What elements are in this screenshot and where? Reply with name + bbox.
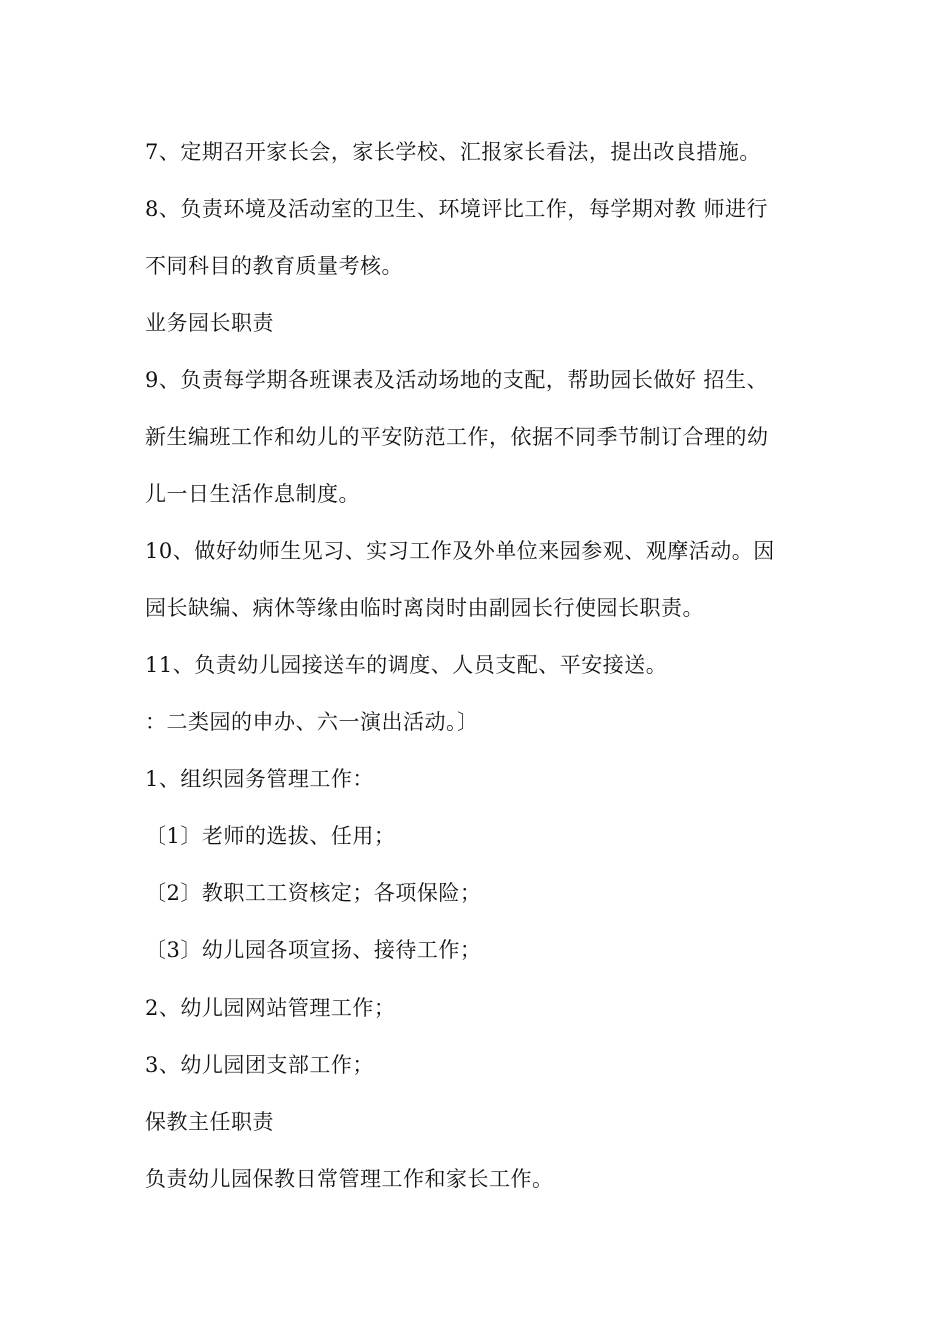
- paragraph-item-10: 10、做好幼师生见习、实习工作及外单位来园参观、观摩活动。因: [145, 539, 775, 563]
- list-item-3: 3、幼儿园团支部工作；: [145, 1053, 374, 1077]
- sub-list-item-2: 〔2〕教职工工资核定；各项保险；: [145, 881, 482, 905]
- list-item-2: 2、幼儿园网站管理工作；: [145, 996, 396, 1020]
- paragraph-item-7: 7、定期召开家长会，家长学校、汇报家长看法，提出改良措施。: [145, 140, 761, 164]
- section-heading-care-director: 保教主任职责: [145, 1110, 274, 1134]
- paragraph-item-9-continued-2: 儿一日生活作息制度。: [145, 482, 360, 506]
- sub-list-item-3: 〔3〕幼儿园各项宣扬、接待工作；: [145, 938, 482, 962]
- section-heading-business-director: 业务园长职责: [145, 311, 274, 335]
- paragraph-care-director-duty: 负责幼儿园保教日常管理工作和家长工作。: [145, 1167, 554, 1191]
- paragraph-item-8-continued: 不同科目的教育质量考核。: [145, 254, 403, 278]
- paragraph-item-11: 11、负责幼儿园接送车的调度、人员支配、平安接送。: [145, 653, 668, 677]
- paragraph-item-8: 8、负责环境及活动室的卫生、环境评比工作，每学期对教 师进行: [145, 197, 769, 221]
- paragraph-item-9-continued: 新生编班工作和幼儿的平安防范工作，依据不同季节制订合理的幼: [145, 425, 769, 449]
- paragraph-item-10-continued: 园长缺编、病休等缘由临时离岗时由副园长行使园长职责。: [145, 596, 704, 620]
- sub-list-item-1: 〔1〕老师的选拔、任用；: [145, 824, 396, 848]
- list-item-1: 1、组织园务管理工作：: [145, 767, 374, 791]
- paragraph-note: ：二类园的申办、六一演出活动。〕: [145, 710, 479, 734]
- paragraph-item-9: 9、负责每学期各班课表及活动场地的支配，帮助园长做好 招生、: [145, 368, 769, 392]
